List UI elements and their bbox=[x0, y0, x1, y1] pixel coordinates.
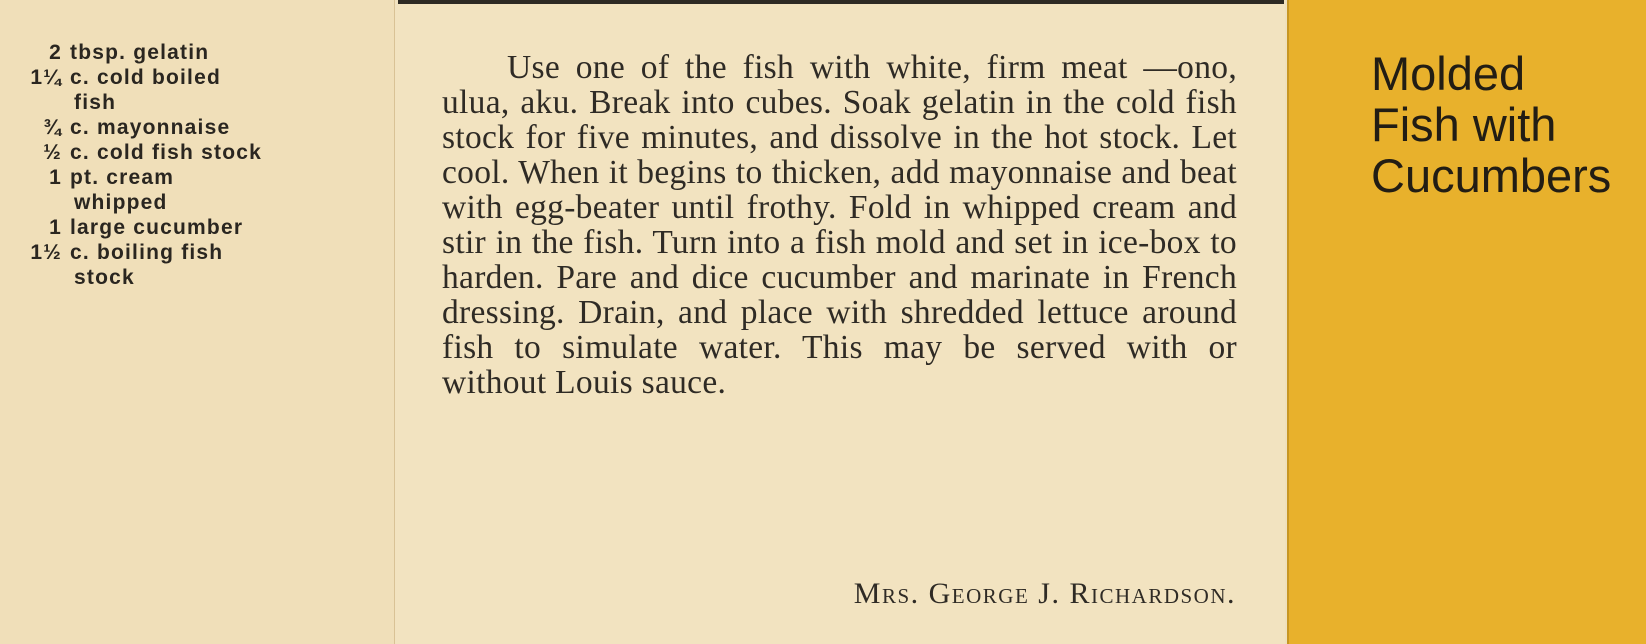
ingredient-row bbox=[14, 240, 384, 265]
ingredients-panel bbox=[0, 0, 395, 644]
ingredient-text: tbsp. gelatin bbox=[70, 41, 210, 64]
ingredient-text: c. cold boiled bbox=[70, 66, 221, 89]
title-line: Cucumbers bbox=[1371, 149, 1612, 202]
directions-text: Use one of the fish with white, firm meat —ono, ulua, aku. Break into cubes. Soak gelatin in the cold fish stock for five minutes, and dissolve in the hot stock. Let cool. When it begins to thicken, add mayonnaise and beat with egg-beater until frothy. Fold in whipped cream and stir in the fish. Turn into a fish mold and set in ice-box to harden. Pare and dice cucumber and marinate in French dressing. Drain, and place with shredded lettuce around fish to simulate water. This may be served with or without Louis sauce. bbox=[442, 49, 1237, 401]
ingredient-qty: 1 bbox=[49, 166, 62, 189]
ingredient-continuation: whipped bbox=[74, 191, 168, 214]
ingredient-row bbox=[14, 165, 384, 190]
ingredient-row bbox=[14, 40, 384, 65]
ingredient-text: c. mayonnaise bbox=[70, 116, 231, 139]
title-line: Molded bbox=[1371, 47, 1526, 100]
ingredient-text: c. cold fish stock bbox=[70, 141, 262, 164]
ingredients-list bbox=[14, 40, 384, 290]
ingredient-qty: ½ bbox=[43, 141, 62, 164]
ingredient-continuation: fish bbox=[74, 91, 117, 114]
ingredient-qty: 1 bbox=[49, 216, 62, 239]
ingredient-continuation: stock bbox=[74, 266, 135, 289]
signature: Mrs. George J. Richardson. bbox=[853, 577, 1236, 610]
title-line: Fish with bbox=[1371, 98, 1557, 151]
ingredient-row bbox=[14, 115, 384, 140]
ingredient-qty: 1½ bbox=[30, 241, 62, 264]
recipe-title bbox=[1371, 48, 1646, 201]
ingredient-text: c. boiling fish bbox=[70, 241, 224, 264]
ingredient-row bbox=[14, 215, 384, 240]
ingredient-text: large cucumber bbox=[70, 216, 244, 239]
ingredient-qty: 1¼ bbox=[30, 66, 62, 89]
ingredient-row bbox=[14, 140, 384, 165]
ingredient-qty: ¾ bbox=[43, 116, 62, 139]
ingredient-text: pt. cream bbox=[70, 166, 175, 189]
ingredient-row bbox=[14, 65, 384, 90]
ingredient-qty: 2 bbox=[49, 41, 62, 64]
top-rule bbox=[398, 0, 1284, 4]
